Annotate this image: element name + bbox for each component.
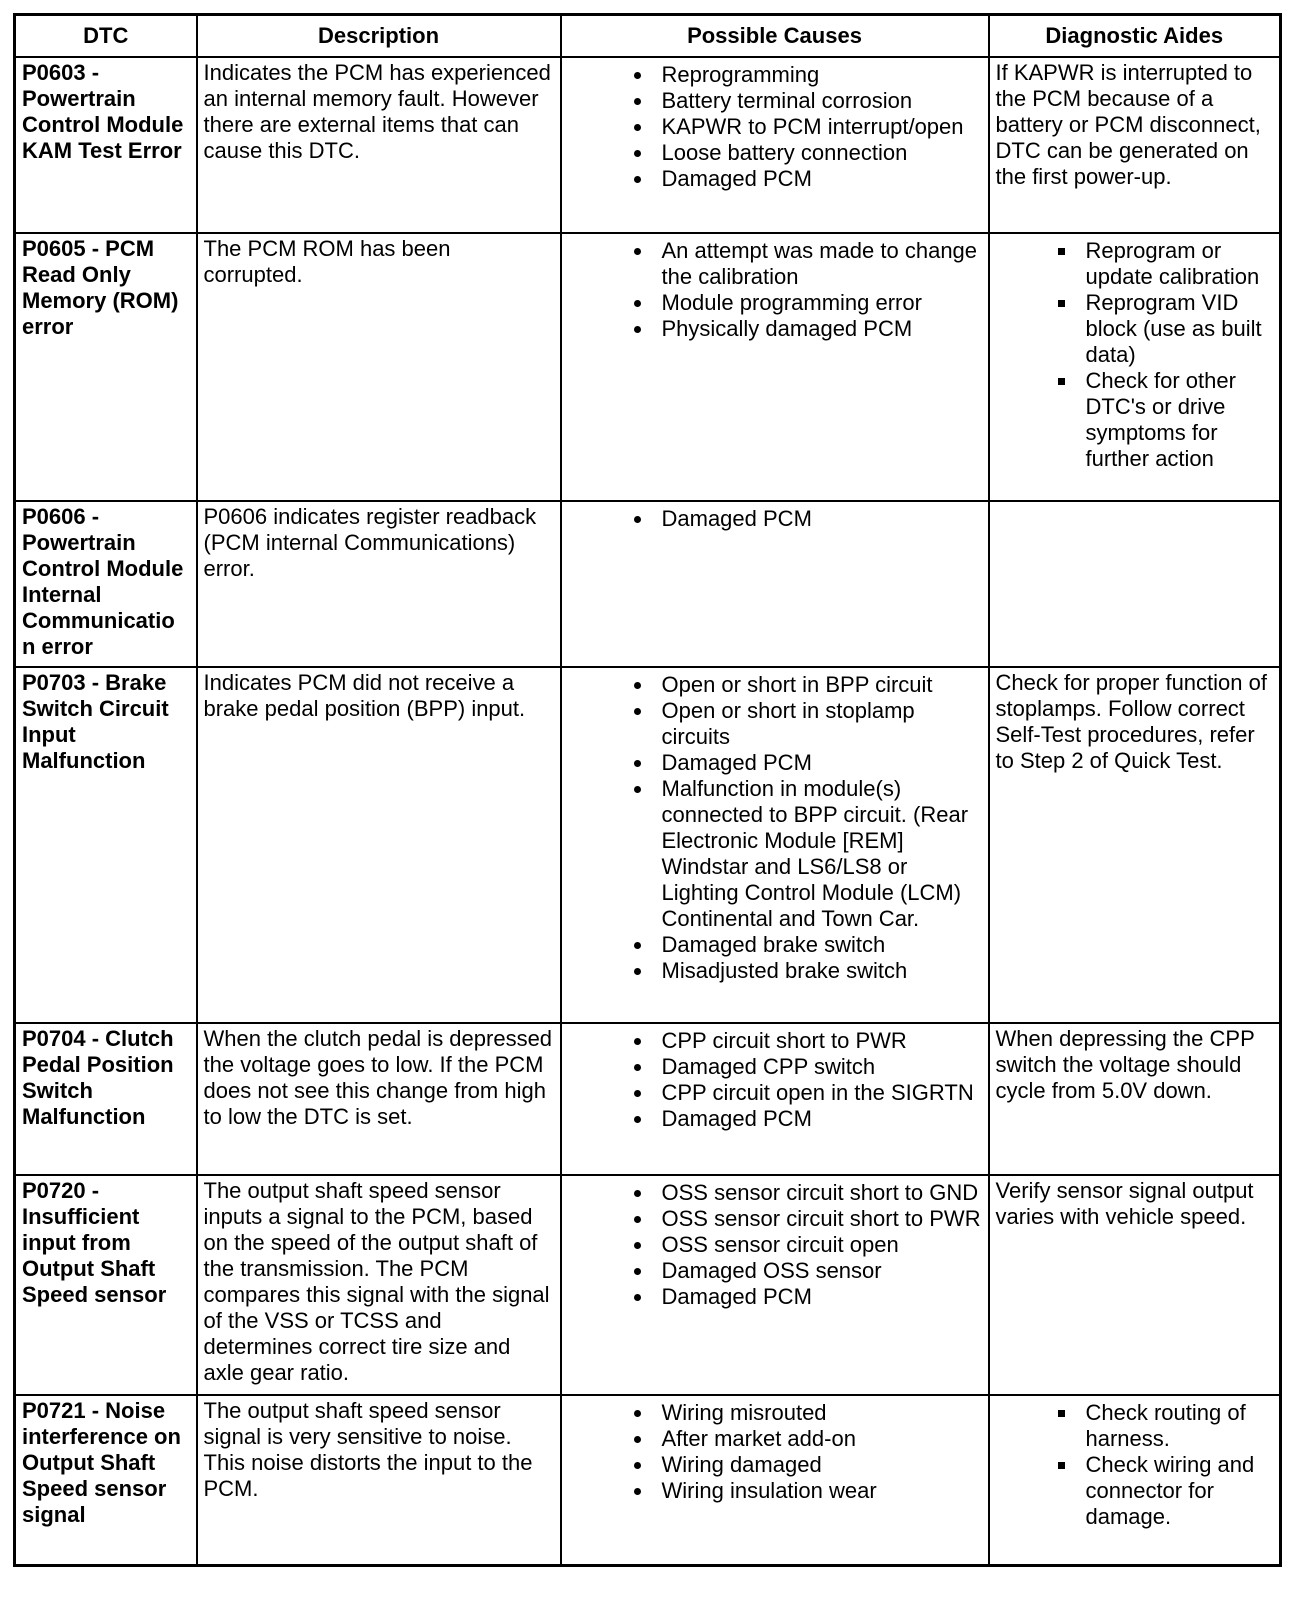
cause-list-item: • Reprogramming: [654, 62, 982, 88]
header-diagnostic-aides: Diagnostic Aides: [989, 15, 1281, 58]
diagnostic-aides-cell: [989, 667, 1281, 1023]
diagnostic-aid-text: Verify sensor signal output varies with vehicle speed.: [995, 1178, 1254, 1229]
table-row: [15, 57, 1281, 233]
cause-list-item: • Damaged OSS sensor: [654, 1258, 982, 1284]
cause-list-item: • Wiring misrouted: [654, 1400, 982, 1426]
cause-list-item: • Malfunction in module(s) connected to BPP circuit. (Rear Electronic Module [REM] Windstar and LS6/LS8 or Lighting Control Module (LCM) Continental and Town Car.: [654, 776, 982, 932]
dtc-code-cell: P0721 - Noise interference on Output Shaft Speed sensor signal: [15, 1395, 197, 1565]
causes-list: [568, 1180, 982, 1310]
diagnostic-aids-list: [996, 238, 1274, 472]
diagnostic-aid-text: If KAPWR is interrupted to the PCM because of a battery or PCM disconnect, DTC can be generated on the first power-up.: [995, 60, 1261, 189]
cause-list-item: • Module programming error: [654, 290, 982, 316]
table-row: [15, 1175, 1281, 1395]
diagnostic-aides-cell: [989, 501, 1281, 667]
cause-list-item: • Open or short in stoplamp circuits: [654, 698, 982, 750]
dtc-code-cell: P0703 - Brake Switch Circuit Input Malfunction: [15, 667, 197, 1023]
cause-list-item: • OSS sensor circuit open: [654, 1232, 982, 1258]
causes-list: [568, 1400, 982, 1504]
diagnostic-aid-text: Check for proper function of stoplamps. Follow correct Self-Test procedures, refer to Step 2 of Quick Test.: [995, 670, 1267, 773]
diagnostic-aides-cell: [989, 57, 1281, 233]
table-row: [15, 1023, 1281, 1175]
diagnostic-aides-cell: [989, 233, 1281, 501]
header-possible-causes: Possible Causes: [561, 15, 989, 58]
cause-list-item: • Damaged PCM: [654, 1106, 982, 1132]
cause-list-item: • OSS sensor circuit short to GND: [654, 1180, 982, 1206]
cause-list-item: • Damaged brake switch: [654, 932, 982, 958]
table-row: [15, 667, 1281, 1023]
dtc-code-cell: P0603 - Powertrain Control Module KAM Test Error: [15, 57, 197, 233]
description-cell: P0606 indicates register readback (PCM internal Communications) error.: [197, 501, 561, 667]
causes-list: [568, 1028, 982, 1132]
possible-causes-cell: [561, 233, 989, 501]
diagnostic-aid-item: ▪ Check for other DTC's or drive symptoms for further action: [1078, 368, 1274, 472]
table-header-row: [15, 15, 1281, 58]
description-cell: Indicates the PCM has experienced an internal memory fault. However there are external items that can cause this DTC.: [197, 57, 561, 233]
diagnostic-aid-item: ▪ Check routing of harness.: [1078, 1400, 1274, 1452]
cause-list-item: • Damaged PCM: [654, 750, 982, 776]
cause-list-item: • An attempt was made to change the calibration: [654, 238, 982, 290]
possible-causes-cell: [561, 1395, 989, 1565]
description-cell: The PCM ROM has been corrupted.: [197, 233, 561, 501]
possible-causes-cell: [561, 57, 989, 233]
causes-list: [568, 62, 982, 192]
cause-list-item: • CPP circuit open in the SIGRTN: [654, 1080, 982, 1106]
diagnostic-aid-text: When depressing the CPP switch the voltage should cycle from 5.0V down.: [995, 1026, 1255, 1103]
dtc-code-cell: P0606 - Powertrain Control Module Internal Communicatio n error: [15, 501, 197, 667]
description-cell: The output shaft speed sensor inputs a signal to the PCM, based on the speed of the output shaft of the transmission. The PCM compares this signal with the signal of the VSS or TCSS and determines correct tire size and axle gear ratio.: [197, 1175, 561, 1395]
dtc-code-cell: P0605 - PCM Read Only Memory (ROM) error: [15, 233, 197, 501]
header-dtc: DTC: [15, 15, 197, 58]
description-cell: When the clutch pedal is depressed the voltage goes to low. If the PCM does not see this change from high to low the DTC is set.: [197, 1023, 561, 1175]
cause-list-item: • Damaged CPP switch: [654, 1054, 982, 1080]
description-cell: Indicates PCM did not receive a brake pedal position (BPP) input.: [197, 667, 561, 1023]
diagnostic-aides-cell: [989, 1395, 1281, 1565]
cause-list-item: • Damaged PCM: [654, 1284, 982, 1310]
cause-list-item: • Physically damaged PCM: [654, 316, 982, 342]
cause-list-item: • Loose battery connection: [654, 140, 982, 166]
diagnostic-aides-cell: [989, 1023, 1281, 1175]
diagnostic-aid-item: ▪ Check wiring and connector for damage.: [1078, 1452, 1274, 1530]
cause-list-item: • Wiring insulation wear: [654, 1478, 982, 1504]
cause-list-item: • Wiring damaged: [654, 1452, 982, 1478]
header-description: Description: [197, 15, 561, 58]
diagnostic-aids-list: [996, 1400, 1274, 1530]
causes-list: [568, 238, 982, 342]
diagnostic-aid-item: ▪ Reprogram VID block (use as built data): [1078, 290, 1274, 368]
table-row: [15, 233, 1281, 501]
dtc-code-cell: P0704 - Clutch Pedal Position Switch Malfunction: [15, 1023, 197, 1175]
table-row: [15, 1395, 1281, 1565]
possible-causes-cell: [561, 501, 989, 667]
cause-list-item: • OSS sensor circuit short to PWR: [654, 1206, 982, 1232]
causes-list: [568, 506, 982, 532]
cause-list-item: • Damaged PCM: [654, 506, 982, 532]
cause-list-item: • Open or short in BPP circuit: [654, 672, 982, 698]
cause-list-item: • KAPWR to PCM interrupt/open: [654, 114, 982, 140]
diagnostic-aid-item: ▪ Reprogram or update calibration: [1078, 238, 1274, 290]
description-cell: The output shaft speed sensor signal is very sensitive to noise. This noise distorts the input to the PCM.: [197, 1395, 561, 1565]
cause-list-item: • Damaged PCM: [654, 166, 982, 192]
causes-list: [568, 672, 982, 984]
cause-list-item: • Battery terminal corrosion: [654, 88, 982, 114]
dtc-table: [13, 13, 1282, 1567]
table-row: [15, 501, 1281, 667]
diagnostic-aides-cell: [989, 1175, 1281, 1395]
possible-causes-cell: [561, 1023, 989, 1175]
cause-list-item: • After market add-on: [654, 1426, 982, 1452]
cause-list-item: • CPP circuit short to PWR: [654, 1028, 982, 1054]
dtc-code-cell: P0720 - Insufficient input from Output Shaft Speed sensor: [15, 1175, 197, 1395]
cause-list-item: • Misadjusted brake switch: [654, 958, 982, 984]
possible-causes-cell: [561, 667, 989, 1023]
possible-causes-cell: [561, 1175, 989, 1395]
